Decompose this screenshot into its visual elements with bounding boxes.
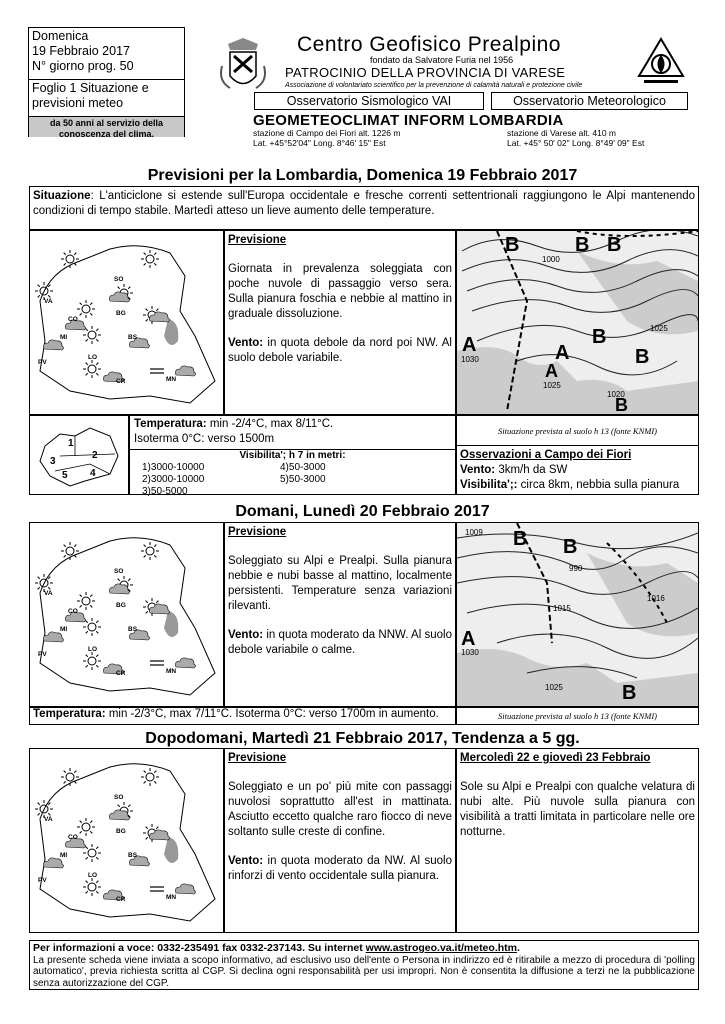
svg-text:B: B — [575, 234, 590, 256]
svg-text:4: 4 — [90, 468, 96, 479]
after-title: Dopodomani, Martedì 21 Febbraio 2017, Tendenza a 5 gg. — [145, 730, 580, 747]
tomorrow-forecast-text: Soleggiato su Alpi e Prealpi. Sulla pianura nebbie e nubi basse al mattino, localmente persistenti. Temperature senza variazioni rilevanti. — [228, 555, 452, 612]
date-block — [29, 28, 184, 80]
cloud-icon — [110, 292, 130, 302]
today-isotherm: Isoterma 0°C: verso 1500m — [134, 433, 275, 445]
city-label-co: CO — [68, 316, 78, 323]
city-label-pv: PV — [38, 651, 47, 658]
cloud-icon — [176, 366, 196, 376]
sun-icon — [61, 542, 79, 560]
city-label-co: CO — [68, 608, 78, 615]
sun-icon — [77, 300, 95, 318]
trend-label: Mercoledì 22 e giovedì 23 Febbraio — [460, 752, 651, 764]
obs-seismic-box: Osservatorio Sismologico VAI — [254, 92, 484, 110]
lake-garda — [164, 611, 178, 637]
city-label-so: SO — [114, 794, 124, 801]
sun-icon — [83, 844, 101, 862]
patronage-line: PATROCINIO DELLA PROVINCIA DI VARESE — [285, 65, 566, 80]
tomorrow-map-caption: Situazione prevista al suolo h 13 (fonte KNMI) — [456, 707, 699, 725]
city-label-bs: BS — [128, 626, 138, 633]
city-label-lo: LO — [88, 646, 98, 653]
obs-wind: 3km/h da SW — [495, 464, 568, 476]
city-label-va: VA — [44, 298, 53, 305]
geometeo-title: GEOMETEOCLIMAT INFORM LOMBARDIA — [253, 112, 564, 129]
svg-text:B: B — [592, 326, 607, 348]
city-label-bs: BS — [128, 852, 138, 859]
tomorrow-wind-text: in quota moderato da NNW. Al suolo debole variabile o calme. — [228, 629, 452, 656]
svg-text:2: 2 — [92, 450, 98, 461]
situation-text: : L'anticiclone si estende sull'Europa occidentale e fresche correnti settentrionali raggiungono le Alpi mantenendo condizioni di tempo stabile. Martedì atteso un lieve aumento delle temperature. — [33, 190, 695, 217]
footer-disclaimer: La presente scheda viene inviata a scopo informativo, ad esclusivo uso dell'ente o Persona in indirizzo ed è ritirabile a mezzo di procedura di 'polling automatico', previa richiesta scritta al CGP. Si declina ogni responsabilità per usi impropri. Non è consentita la diffusione a terzi ne la pubblicazione senza autorizzazione del CGP. — [33, 954, 695, 989]
date-info-box — [28, 27, 185, 137]
trend-box — [456, 748, 699, 933]
tomorrow-region-map — [29, 522, 224, 707]
footer-url-link[interactable]: www.astrogeo.va.it/meteo.htm — [365, 942, 517, 954]
tomorrow-forecast-label: Previsione — [228, 526, 287, 538]
svg-text:1000: 1000 — [542, 255, 560, 264]
situation-label: Situazione — [33, 190, 91, 202]
cloud-icon — [150, 830, 170, 840]
svg-text:1015: 1015 — [553, 604, 571, 613]
cloud-icon — [176, 884, 196, 894]
today-forecast-text: Giornata in prevalenza soleggiata con poche nuvole di passaggio verso sera. Sulla pianura foschia e nebbie al mattino in graduale dissoluzione. — [228, 263, 452, 320]
today-region-map — [29, 230, 224, 415]
cloud-icon — [44, 858, 64, 868]
svg-text:1025: 1025 — [543, 381, 561, 390]
tomorrow-pressure-map — [456, 522, 699, 707]
footer-box: Per informazioni a voce: 0332-235491 fax 0332-237143. Su internet www.astrogeo.va.it/meteo.htm. La presente scheda viene inviata a scopo informativo, ad esclusivo uso dell'ente o Persona in indirizzo ed è ritirabile a mezzo di procedura di 'polling automatico', previa richiesta scritta al CGP. Si declina ogni responsabilità per usi impropri. Non è consentita la diffusione a terzi ne la pubblicazione senza autorizzazione del CGP. — [29, 940, 699, 990]
city-label-so: SO — [114, 568, 124, 575]
today-map-caption: Situazione prevista al suolo h 13 (fonte KNMI) — [497, 426, 658, 436]
today-observations-box: Situazione prevista al suolo h 13 (fonte KNMI) Osservazioni a Campo dei Fiori Vento: 3km/h da SW Visibilita';: circa 8km, nebbia sulla pianura — [456, 415, 699, 495]
cloud-icon — [150, 312, 170, 322]
city-label-mn: MN — [166, 894, 177, 901]
cloud-icon — [44, 340, 64, 350]
today-title: Previsioni per la Lombardia, Domenica 19 Febbraio 2017 — [147, 167, 578, 184]
svg-text:1030: 1030 — [461, 648, 479, 657]
sun-icon — [61, 768, 79, 786]
svg-text:B: B — [607, 234, 622, 256]
today-pressure-map — [456, 230, 699, 415]
cgp-logo — [636, 36, 686, 92]
after-forecast-box — [224, 748, 456, 933]
founded-line: fondato da Salvatore Furia nel 1956 — [370, 55, 514, 65]
fog-icon — [150, 661, 164, 665]
city-label-cr: CR — [116, 896, 126, 903]
today-wind-text: in quota debole da nord poi NW. Al suolo debole variabile. — [228, 337, 452, 364]
city-label-pv: PV — [38, 877, 47, 884]
weekday: Domenica — [32, 29, 89, 43]
station-campo-fiori: stazione di Campo dei Fiori alt. 1226 m Lat. +45°52'04" Long. 8°46' 15" Est — [253, 128, 401, 148]
after-wind-label: Vento: — [228, 855, 264, 867]
today-temp-text: min -2/4°C, max 8/11°C. — [206, 418, 334, 430]
cloud-icon — [44, 632, 64, 642]
city-label-pv: PV — [38, 359, 47, 366]
today-wind-label: Vento: — [228, 337, 264, 349]
city-label-bg: BG — [116, 310, 126, 317]
city-label-va: VA — [44, 590, 53, 597]
tomorrow-forecast-box — [224, 522, 456, 707]
high-pressure-label: A — [462, 334, 477, 356]
sun-icon — [77, 818, 95, 836]
footer-contacts: Per informazioni a voce: 0332-235491 fax 0332-237143. Su internet — [33, 942, 366, 954]
association-line: Associazione di volontariato scientifico per la prevenzione di calamità naturali e protezione civile — [285, 82, 583, 89]
trend-text: Sole su Alpi e Prealpi con qualche velatura di nubi alte. Più nuvole sulla pianura con visibilità a tratti limitata in particolare nelle ore notturne. — [460, 781, 695, 838]
svg-text:B: B — [563, 536, 578, 558]
city-label-mi: MI — [60, 334, 68, 341]
day-number: N° giorno prog. 50 — [32, 59, 134, 73]
sun-icon — [61, 250, 79, 268]
situation-box — [29, 186, 699, 230]
svg-text:5: 5 — [62, 470, 68, 481]
after-wind-text: in quota moderato da NW. Al suolo rinforzi di vento occidentale sulla pianura. — [228, 855, 452, 882]
sun-icon — [83, 326, 101, 344]
province-emblem-logo — [218, 36, 268, 96]
city-label-bg: BG — [116, 828, 126, 835]
city-label-mn: MN — [166, 376, 177, 383]
service-banner: da 50 anni al servizio della conoscenza del clima. — [29, 116, 184, 137]
today-forecast-box — [224, 230, 456, 415]
city-label-mi: MI — [60, 852, 68, 859]
svg-text:B: B — [513, 528, 528, 550]
fog-icon — [150, 887, 164, 891]
cloud-icon — [176, 658, 196, 668]
sun-icon — [83, 652, 101, 670]
svg-text:1009: 1009 — [465, 528, 483, 537]
svg-text:3: 3 — [50, 456, 56, 467]
svg-text:B: B — [615, 395, 628, 414]
svg-text:1020: 1020 — [607, 390, 625, 399]
station-varese: stazione di Varese alt. 410 m Lat. +45° 50' 02" Long. 8°49' 09" Est — [507, 128, 645, 148]
svg-text:990: 990 — [569, 564, 583, 573]
visibility-table: Visibilita'; h 7 in metri: 1)3000-10000 2)3000-10000 3)50-5000 4)50-3000 5)50-3000 — [130, 449, 455, 494]
sun-icon — [83, 878, 101, 896]
svg-text:1025: 1025 — [545, 683, 563, 692]
tomorrow-temperature-box: Temperatura: min -2/3°C, max 7/11°C. Isoterma 0°C: verso 1700m in aumento. — [29, 707, 456, 725]
svg-text:1025: 1025 — [650, 324, 668, 333]
date: 19 Febbraio 2017 — [32, 44, 130, 58]
obs-title: Osservazioni a Campo dei Fiori — [460, 449, 632, 461]
after-forecast-text: Soleggiato e un po' più mite con passaggi nuvolosi soprattutto all'est in mattinata. Asciutto eccetto qualche raro fiocco di neve soltanto sulle creste di confine. — [228, 781, 452, 838]
svg-text:A: A — [555, 342, 570, 364]
svg-text:B: B — [635, 346, 650, 368]
sun-icon — [83, 360, 101, 378]
tomorrow-temp-text: min -2/3°C, max 7/11°C. Isoterma 0°C: verso 1700m in aumento. — [105, 708, 439, 720]
sun-icon — [141, 542, 159, 560]
today-temp-label: Temperatura: — [134, 418, 207, 430]
cloud-icon — [110, 810, 130, 820]
sun-icon — [141, 768, 159, 786]
lake-garda — [164, 837, 178, 863]
obs-meteo-box: Osservatorio Meteorologico — [491, 92, 688, 110]
city-label-co: CO — [68, 834, 78, 841]
sun-icon — [141, 250, 159, 268]
cloud-icon — [110, 584, 130, 594]
cloud-icon — [150, 604, 170, 614]
city-label-bs: BS — [128, 334, 138, 341]
after-region-map — [29, 748, 224, 933]
org-title: Centro Geofisico Prealpino — [297, 33, 561, 56]
svg-text:1030: 1030 — [461, 355, 479, 364]
today-forecast-label: Previsione — [228, 234, 287, 246]
city-label-cr: CR — [116, 378, 126, 385]
city-label-lo: LO — [88, 872, 98, 879]
tomorrow-title: Domani, Lunedì 20 Febbraio 2017 — [235, 503, 490, 520]
city-label-bg: BG — [116, 602, 126, 609]
after-forecast-label: Previsione — [228, 752, 287, 764]
city-label-va: VA — [44, 816, 53, 823]
city-label-lo: LO — [88, 354, 98, 361]
visibility-zones-map — [29, 415, 129, 495]
low-pressure-label: B — [505, 234, 520, 256]
city-label-so: SO — [114, 276, 124, 283]
sheet-label: Foglio 1 Situazione e previsioni meteo — [32, 81, 149, 110]
svg-text:A: A — [545, 361, 558, 381]
svg-text:1: 1 — [68, 438, 74, 449]
city-label-cr: CR — [116, 670, 126, 677]
sun-icon — [77, 592, 95, 610]
city-label-mi: MI — [60, 626, 68, 633]
lake-garda — [164, 319, 178, 345]
tomorrow-wind-label: Vento: — [228, 629, 264, 641]
fog-icon — [150, 369, 164, 373]
svg-text:B: B — [622, 682, 637, 704]
sun-icon — [83, 618, 101, 636]
city-label-mn: MN — [166, 668, 177, 675]
svg-text:A: A — [461, 628, 476, 650]
visibility-title: Visibilita'; h 7 in metri: — [239, 450, 346, 461]
obs-visibility: circa 8km, nebbia sulla pianura — [517, 479, 680, 491]
svg-text:1016: 1016 — [647, 594, 665, 603]
today-temperature-box — [129, 415, 456, 495]
